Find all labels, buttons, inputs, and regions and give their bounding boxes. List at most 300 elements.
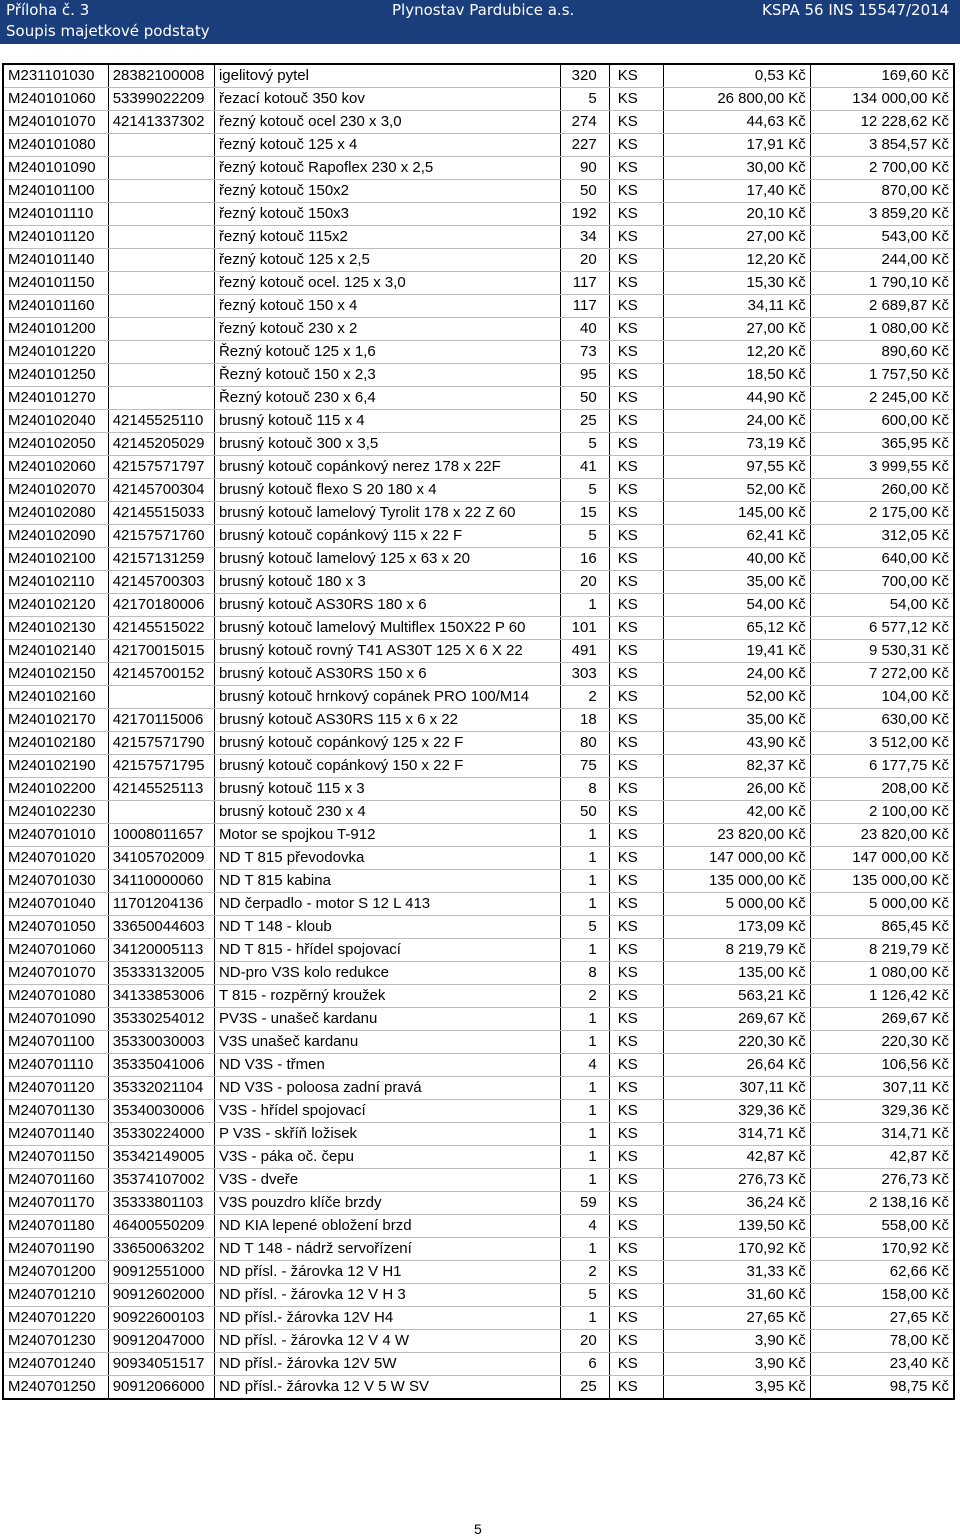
ean-code-cell: 42145525113 <box>108 778 214 801</box>
item-description-cell: brusný kotouč copánkový 125 x 22 F <box>214 732 560 755</box>
table-row <box>3 226 954 249</box>
unit-price-cell: 26,64 Kč <box>663 1054 810 1077</box>
item-description-cell: řezný kotouč 230 x 2 <box>214 318 560 341</box>
unit-cell: KS <box>609 985 663 1008</box>
quantity-cell: 25 <box>560 1376 609 1400</box>
quantity-cell: 50 <box>560 180 609 203</box>
ean-code-cell: 42145700152 <box>108 663 214 686</box>
ean-code-cell: 35332021104 <box>108 1077 214 1100</box>
unit-price-cell: 20,10 Kč <box>663 203 810 226</box>
unit-cell: KS <box>609 732 663 755</box>
unit-price-cell: 31,60 Kč <box>663 1284 810 1307</box>
quantity-cell: 20 <box>560 571 609 594</box>
quantity-cell: 2 <box>560 1261 609 1284</box>
item-description-cell: ND T 148 - kloub <box>214 916 560 939</box>
quantity-cell: 1 <box>560 1307 609 1330</box>
item-code-cell: M240701050 <box>3 916 108 939</box>
ean-code-cell: 42145515033 <box>108 502 214 525</box>
ean-code-cell: 35330254012 <box>108 1008 214 1031</box>
unit-price-cell: 27,65 Kč <box>663 1307 810 1330</box>
ean-code-cell <box>108 295 214 318</box>
total-price-cell: 640,00 Kč <box>810 548 954 571</box>
item-description-cell: brusný kotouč 300 x 3,5 <box>214 433 560 456</box>
unit-price-cell: 3,95 Kč <box>663 1376 810 1400</box>
item-code-cell: M240101090 <box>3 157 108 180</box>
total-price-cell: 147 000,00 Kč <box>810 847 954 870</box>
item-description-cell: ND přísl.- žárovka 12V H4 <box>214 1307 560 1330</box>
table-row <box>3 479 954 502</box>
item-code-cell: M240101250 <box>3 364 108 387</box>
quantity-cell: 1 <box>560 1077 609 1100</box>
quantity-cell: 274 <box>560 111 609 134</box>
item-code-cell: M240701240 <box>3 1353 108 1376</box>
total-price-cell: 600,00 Kč <box>810 410 954 433</box>
item-description-cell: řezný kotouč 125 x 2,5 <box>214 249 560 272</box>
total-price-cell: 54,00 Kč <box>810 594 954 617</box>
table-row <box>3 1146 954 1169</box>
quantity-cell: 90 <box>560 157 609 180</box>
total-price-cell: 3 999,55 Kč <box>810 456 954 479</box>
table-row <box>3 1169 954 1192</box>
item-description-cell: V3S - dveře <box>214 1169 560 1192</box>
unit-price-cell: 12,20 Kč <box>663 341 810 364</box>
quantity-cell: 1 <box>560 1100 609 1123</box>
unit-price-cell: 314,71 Kč <box>663 1123 810 1146</box>
item-code-cell: M240701010 <box>3 824 108 847</box>
unit-price-cell: 139,50 Kč <box>663 1215 810 1238</box>
item-description-cell: řezný kotouč 150x2 <box>214 180 560 203</box>
unit-cell: KS <box>609 1123 663 1146</box>
item-code-cell: M240102200 <box>3 778 108 801</box>
item-description-cell: brusný kotouč AS30RS 180 x 6 <box>214 594 560 617</box>
item-code-cell: M240701230 <box>3 1330 108 1353</box>
table-row <box>3 341 954 364</box>
unit-cell: KS <box>609 1077 663 1100</box>
ean-code-cell: 42145700304 <box>108 479 214 502</box>
unit-cell: KS <box>609 870 663 893</box>
total-price-cell: 2 700,00 Kč <box>810 157 954 180</box>
quantity-cell: 1 <box>560 824 609 847</box>
item-code-cell: M240102150 <box>3 663 108 686</box>
unit-price-cell: 135 000,00 Kč <box>663 870 810 893</box>
ean-code-cell <box>108 801 214 824</box>
unit-price-cell: 3,90 Kč <box>663 1330 810 1353</box>
unit-cell: KS <box>609 663 663 686</box>
unit-price-cell: 43,90 Kč <box>663 732 810 755</box>
unit-cell: KS <box>609 824 663 847</box>
table-row <box>3 548 954 571</box>
ean-code-cell: 90912602000 <box>108 1284 214 1307</box>
item-description-cell: V3S - hřídel spojovací <box>214 1100 560 1123</box>
item-code-cell: M240701080 <box>3 985 108 1008</box>
unit-cell: KS <box>609 640 663 663</box>
table-row <box>3 916 954 939</box>
total-price-cell: 170,92 Kč <box>810 1238 954 1261</box>
unit-cell: KS <box>609 502 663 525</box>
ean-code-cell: 34120005113 <box>108 939 214 962</box>
ean-code-cell: 46400550209 <box>108 1215 214 1238</box>
quantity-cell: 50 <box>560 387 609 410</box>
item-description-cell: ND přísl.- žárovka 12V 5W <box>214 1353 560 1376</box>
ean-code-cell <box>108 203 214 226</box>
unit-cell: KS <box>609 111 663 134</box>
unit-price-cell: 173,09 Kč <box>663 916 810 939</box>
ean-code-cell <box>108 387 214 410</box>
unit-price-cell: 170,92 Kč <box>663 1238 810 1261</box>
quantity-cell: 2 <box>560 686 609 709</box>
item-description-cell: V3S - páka oč. čepu <box>214 1146 560 1169</box>
total-price-cell: 870,00 Kč <box>810 180 954 203</box>
item-description-cell: ND T 148 - nádrž servořízení <box>214 1238 560 1261</box>
ean-code-cell: 42157571760 <box>108 525 214 548</box>
unit-cell: KS <box>609 962 663 985</box>
total-price-cell: 7 272,00 Kč <box>810 663 954 686</box>
ean-code-cell: 34105702009 <box>108 847 214 870</box>
quantity-cell: 95 <box>560 364 609 387</box>
unit-price-cell: 44,63 Kč <box>663 111 810 134</box>
table-row <box>3 1376 954 1400</box>
item-code-cell: M240102170 <box>3 709 108 732</box>
unit-price-cell: 42,00 Kč <box>663 801 810 824</box>
table-row <box>3 732 954 755</box>
table-row <box>3 686 954 709</box>
unit-cell: KS <box>609 157 663 180</box>
unit-cell: KS <box>609 249 663 272</box>
quantity-cell: 8 <box>560 778 609 801</box>
unit-cell: KS <box>609 525 663 548</box>
item-description-cell: ND čerpadlo - motor S 12 L 413 <box>214 893 560 916</box>
ean-code-cell: 53399022209 <box>108 88 214 111</box>
item-description-cell: PV3S - unašeč kardanu <box>214 1008 560 1031</box>
unit-cell: KS <box>609 456 663 479</box>
table-row <box>3 640 954 663</box>
quantity-cell: 5 <box>560 916 609 939</box>
table-row <box>3 88 954 111</box>
item-description-cell: Motor se spojkou T-912 <box>214 824 560 847</box>
quantity-cell: 5 <box>560 525 609 548</box>
ean-code-cell: 42145700303 <box>108 571 214 594</box>
item-code-cell: M240102190 <box>3 755 108 778</box>
unit-cell: KS <box>609 433 663 456</box>
table-row <box>3 387 954 410</box>
quantity-cell: 491 <box>560 640 609 663</box>
unit-price-cell: 135,00 Kč <box>663 962 810 985</box>
total-price-cell: 630,00 Kč <box>810 709 954 732</box>
table-row <box>3 295 954 318</box>
item-description-cell: brusný kotouč hrnkový copánek PRO 100/M14 <box>214 686 560 709</box>
unit-cell: KS <box>609 571 663 594</box>
quantity-cell: 8 <box>560 962 609 985</box>
ean-code-cell: 90912551000 <box>108 1261 214 1284</box>
quantity-cell: 16 <box>560 548 609 571</box>
item-code-cell: M240102090 <box>3 525 108 548</box>
table-row <box>3 1008 954 1031</box>
total-price-cell: 62,66 Kč <box>810 1261 954 1284</box>
table-row <box>3 847 954 870</box>
unit-cell: KS <box>609 1146 663 1169</box>
total-price-cell: 220,30 Kč <box>810 1031 954 1054</box>
ean-code-cell: 33650044603 <box>108 916 214 939</box>
table-row <box>3 249 954 272</box>
quantity-cell: 18 <box>560 709 609 732</box>
item-description-cell: brusný kotouč rovný T41 AS30T 125 X 6 X 22 <box>214 640 560 663</box>
quantity-cell: 101 <box>560 617 609 640</box>
item-description-cell: ND přísl. - žárovka 12 V H 3 <box>214 1284 560 1307</box>
item-code-cell: M240701190 <box>3 1238 108 1261</box>
item-code-cell: M240101070 <box>3 111 108 134</box>
unit-cell: KS <box>609 479 663 502</box>
unit-cell: KS <box>609 939 663 962</box>
case-reference: KSPA 56 INS 15547/2014 <box>762 1 950 19</box>
unit-cell: KS <box>609 364 663 387</box>
total-price-cell: 307,11 Kč <box>810 1077 954 1100</box>
total-price-cell: 558,00 Kč <box>810 1215 954 1238</box>
quantity-cell: 1 <box>560 870 609 893</box>
ean-code-cell: 34133853006 <box>108 985 214 1008</box>
ean-code-cell: 34110000060 <box>108 870 214 893</box>
unit-cell: KS <box>609 893 663 916</box>
item-code-cell: M240701250 <box>3 1376 108 1400</box>
table-row <box>3 1307 954 1330</box>
quantity-cell: 1 <box>560 1146 609 1169</box>
unit-cell: KS <box>609 778 663 801</box>
ean-code-cell <box>108 318 214 341</box>
total-price-cell: 98,75 Kč <box>810 1376 954 1400</box>
quantity-cell: 1 <box>560 1031 609 1054</box>
unit-price-cell: 220,30 Kč <box>663 1031 810 1054</box>
ean-code-cell: 90912047000 <box>108 1330 214 1353</box>
item-description-cell: ND přísl. - žárovka 12 V 4 W <box>214 1330 560 1353</box>
item-code-cell: M240102100 <box>3 548 108 571</box>
unit-price-cell: 97,55 Kč <box>663 456 810 479</box>
table-row <box>3 111 954 134</box>
total-price-cell: 2 245,00 Kč <box>810 387 954 410</box>
item-code-cell: M240701170 <box>3 1192 108 1215</box>
unit-price-cell: 3,90 Kč <box>663 1353 810 1376</box>
unit-price-cell: 35,00 Kč <box>663 571 810 594</box>
item-description-cell: igelitový pytel <box>214 64 560 88</box>
total-price-cell: 135 000,00 Kč <box>810 870 954 893</box>
table-row <box>3 778 954 801</box>
unit-price-cell: 44,90 Kč <box>663 387 810 410</box>
item-code-cell: M240102160 <box>3 686 108 709</box>
item-code-cell: M240102050 <box>3 433 108 456</box>
item-code-cell: M240101110 <box>3 203 108 226</box>
unit-cell: KS <box>609 1238 663 1261</box>
item-description-cell: brusný kotouč AS30RS 150 x 6 <box>214 663 560 686</box>
ean-code-cell: 35330224000 <box>108 1123 214 1146</box>
table-row <box>3 1353 954 1376</box>
unit-cell: KS <box>609 1031 663 1054</box>
unit-price-cell: 65,12 Kč <box>663 617 810 640</box>
item-description-cell: ND T 815 převodovka <box>214 847 560 870</box>
unit-price-cell: 24,00 Kč <box>663 663 810 686</box>
unit-cell: KS <box>609 594 663 617</box>
document-subtitle: Soupis majetkové podstaty <box>6 22 210 40</box>
item-description-cell: Řezný kotouč 230 x 6,4 <box>214 387 560 410</box>
item-description-cell: brusný kotouč lamelový 125 x 63 x 20 <box>214 548 560 571</box>
total-price-cell: 2 175,00 Kč <box>810 502 954 525</box>
quantity-cell: 1 <box>560 939 609 962</box>
unit-price-cell: 276,73 Kč <box>663 1169 810 1192</box>
item-description-cell: ND KIA lepené obložení brzd <box>214 1215 560 1238</box>
unit-price-cell: 269,67 Kč <box>663 1008 810 1031</box>
item-description-cell: brusný kotouč lamelový Tyrolit 178 x 22 Z 60 <box>214 502 560 525</box>
table-row <box>3 134 954 157</box>
total-price-cell: 276,73 Kč <box>810 1169 954 1192</box>
unit-cell: KS <box>609 318 663 341</box>
ean-code-cell: 42170015015 <box>108 640 214 663</box>
ean-code-cell <box>108 686 214 709</box>
table-row <box>3 1284 954 1307</box>
ean-code-cell <box>108 134 214 157</box>
item-description-cell: P V3S - skříň ložisek <box>214 1123 560 1146</box>
ean-code-cell: 35333801103 <box>108 1192 214 1215</box>
item-code-cell: M240102110 <box>3 571 108 594</box>
unit-price-cell: 23 820,00 Kč <box>663 824 810 847</box>
quantity-cell: 1 <box>560 594 609 617</box>
quantity-cell: 25 <box>560 410 609 433</box>
ean-code-cell <box>108 272 214 295</box>
total-price-cell: 314,71 Kč <box>810 1123 954 1146</box>
total-price-cell: 6 577,12 Kč <box>810 617 954 640</box>
item-description-cell: řezný kotouč 115x2 <box>214 226 560 249</box>
item-description-cell: řezný kotouč ocel. 125 x 3,0 <box>214 272 560 295</box>
item-code-cell: M240701130 <box>3 1100 108 1123</box>
unit-price-cell: 18,50 Kč <box>663 364 810 387</box>
total-price-cell: 3 512,00 Kč <box>810 732 954 755</box>
ean-code-cell: 42157571797 <box>108 456 214 479</box>
unit-cell: KS <box>609 203 663 226</box>
item-code-cell: M240701060 <box>3 939 108 962</box>
total-price-cell: 1 790,10 Kč <box>810 272 954 295</box>
unit-cell: KS <box>609 1376 663 1400</box>
total-price-cell: 260,00 Kč <box>810 479 954 502</box>
total-price-cell: 890,60 Kč <box>810 341 954 364</box>
total-price-cell: 23,40 Kč <box>810 1353 954 1376</box>
ean-code-cell: 42145205029 <box>108 433 214 456</box>
ean-code-cell: 90922600103 <box>108 1307 214 1330</box>
total-price-cell: 106,56 Kč <box>810 1054 954 1077</box>
unit-cell: KS <box>609 847 663 870</box>
quantity-cell: 4 <box>560 1054 609 1077</box>
unit-cell: KS <box>609 617 663 640</box>
unit-cell: KS <box>609 1330 663 1353</box>
total-price-cell: 5 000,00 Kč <box>810 893 954 916</box>
quantity-cell: 1 <box>560 1238 609 1261</box>
total-price-cell: 2 689,87 Kč <box>810 295 954 318</box>
item-description-cell: ND přísl.- žárovka 12 V 5 W SV <box>214 1376 560 1400</box>
item-code-cell: M240101060 <box>3 88 108 111</box>
unit-price-cell: 26,00 Kč <box>663 778 810 801</box>
item-code-cell: M240701160 <box>3 1169 108 1192</box>
quantity-cell: 5 <box>560 1284 609 1307</box>
item-code-cell: M240101220 <box>3 341 108 364</box>
unit-price-cell: 26 800,00 Kč <box>663 88 810 111</box>
quantity-cell: 80 <box>560 732 609 755</box>
total-price-cell: 9 530,31 Kč <box>810 640 954 663</box>
table-row <box>3 525 954 548</box>
quantity-cell: 1 <box>560 847 609 870</box>
quantity-cell: 41 <box>560 456 609 479</box>
ean-code-cell: 42157571795 <box>108 755 214 778</box>
item-description-cell: brusný kotouč 115 x 4 <box>214 410 560 433</box>
unit-cell: KS <box>609 1169 663 1192</box>
item-description-cell: brusný kotouč copánkový nerez 178 x 22F <box>214 456 560 479</box>
item-description-cell: brusný kotouč lamelový Multiflex 150X22 P 60 <box>214 617 560 640</box>
unit-cell: KS <box>609 387 663 410</box>
unit-cell: KS <box>609 548 663 571</box>
unit-price-cell: 0,53 Kč <box>663 64 810 88</box>
item-code-cell: M240102180 <box>3 732 108 755</box>
unit-price-cell: 329,36 Kč <box>663 1100 810 1123</box>
quantity-cell: 117 <box>560 295 609 318</box>
unit-cell: KS <box>609 1008 663 1031</box>
unit-price-cell: 8 219,79 Kč <box>663 939 810 962</box>
table-row <box>3 456 954 479</box>
ean-code-cell: 28382100008 <box>108 64 214 88</box>
ean-code-cell: 35335041006 <box>108 1054 214 1077</box>
total-price-cell: 2 100,00 Kč <box>810 801 954 824</box>
ean-code-cell <box>108 364 214 387</box>
item-description-cell: brusný kotouč 180 x 3 <box>214 571 560 594</box>
unit-cell: KS <box>609 88 663 111</box>
table-row <box>3 1215 954 1238</box>
quantity-cell: 75 <box>560 755 609 778</box>
unit-cell: KS <box>609 1054 663 1077</box>
company-name: Plynostav Pardubice a.s. <box>392 1 575 19</box>
item-code-cell: M240101200 <box>3 318 108 341</box>
total-price-cell: 158,00 Kč <box>810 1284 954 1307</box>
unit-price-cell: 27,00 Kč <box>663 318 810 341</box>
quantity-cell: 192 <box>560 203 609 226</box>
unit-price-cell: 17,40 Kč <box>663 180 810 203</box>
ean-code-cell: 42170115006 <box>108 709 214 732</box>
item-description-cell: brusný kotouč AS30RS 115 x 6 x 22 <box>214 709 560 732</box>
total-price-cell: 42,87 Kč <box>810 1146 954 1169</box>
total-price-cell: 865,45 Kč <box>810 916 954 939</box>
table-row <box>3 893 954 916</box>
quantity-cell: 50 <box>560 801 609 824</box>
attachment-label: Příloha č. 3 <box>6 1 90 19</box>
item-description-cell: ND T 815 - hřídel spojovací <box>214 939 560 962</box>
item-code-cell: M240101150 <box>3 272 108 295</box>
item-code-cell: M240102230 <box>3 801 108 824</box>
ean-code-cell <box>108 180 214 203</box>
ean-code-cell: 10008011657 <box>108 824 214 847</box>
item-code-cell: M240102130 <box>3 617 108 640</box>
unit-price-cell: 52,00 Kč <box>663 479 810 502</box>
item-description-cell: řezací kotouč 350 kov <box>214 88 560 111</box>
unit-price-cell: 19,41 Kč <box>663 640 810 663</box>
quantity-cell: 73 <box>560 341 609 364</box>
item-description-cell: ND přísl. - žárovka 12 V H1 <box>214 1261 560 1284</box>
unit-price-cell: 24,00 Kč <box>663 410 810 433</box>
table-row <box>3 203 954 226</box>
inventory-table-body <box>3 64 954 1399</box>
quantity-cell: 303 <box>560 663 609 686</box>
unit-cell: KS <box>609 180 663 203</box>
total-price-cell: 169,60 Kč <box>810 64 954 88</box>
item-code-cell: M240102040 <box>3 410 108 433</box>
ean-code-cell: 42145515022 <box>108 617 214 640</box>
unit-cell: KS <box>609 341 663 364</box>
item-description-cell: ND T 815 kabina <box>214 870 560 893</box>
quantity-cell: 40 <box>560 318 609 341</box>
table-row <box>3 318 954 341</box>
table-row <box>3 985 954 1008</box>
item-description-cell: ND V3S - třmen <box>214 1054 560 1077</box>
